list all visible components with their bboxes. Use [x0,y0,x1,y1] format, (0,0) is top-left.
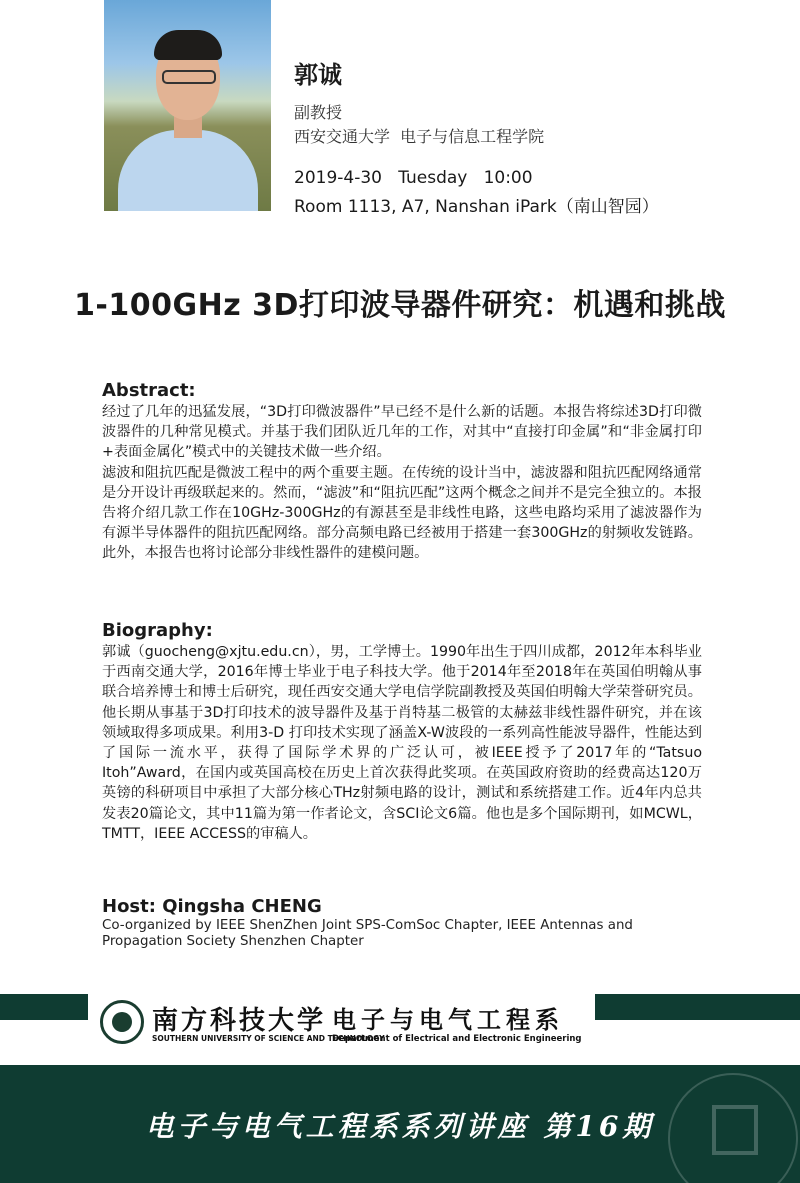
university-logo-icon [100,1000,144,1044]
abstract-section [102,380,702,564]
photo-glasses [162,70,216,84]
host-label: Host: Qingsha CHENG [102,896,322,917]
talk-title: 1-100GHz 3D打印波导器件研究：机遇和挑战 [74,288,726,323]
event-room: Room 1113, A7, Nanshan iPark（南山智园） [294,197,659,217]
speaker-photo [104,0,271,211]
speaker-name: 郭诚 [294,61,342,89]
footer-series-band [0,1065,800,1183]
photo-hair [154,30,222,60]
photo-shirt [118,130,258,211]
abstract-paragraph-2: 滤波和阻抗匹配是微波工程中的两个重要主题。在传统的设计当中，滤波器和阻抗匹配网络通常是分开设计再级联起来的。然而，“滤波”和“阻抗匹配”这两个概念之间并不是完全独立的。本报告将介绍几款工作在10GHz-300GHz的有源甚至是非线性电路，这些电路均采用了滤波器作为有源半导体器件的阻抗匹配网络。部分高频电路已经被用于搭建一套300GHz的射频收发链路。此外，本报告也将讨论部分非线性器件的建模问题。 [102,464,702,562]
logo-inner-mark [112,1012,132,1032]
series-title: 电子与电气工程系系列讲座 第16期 [145,1110,655,1143]
footer-stripe-left [0,994,88,1020]
host-section [102,896,702,950]
abstract-heading: Abstract: [102,380,196,401]
coorganizer-text: Co-organized by IEEE ShenZhen Joint SPS-ComSoc Chapter, IEEE Antennas and Propagation Society Shenzhen Chapter [102,918,633,949]
biography-section [102,620,702,844]
footer-stripe-right [595,994,800,1020]
biography-text: 郭诚（guocheng@xjtu.edu.cn），男，工学博士。1990年出生于四川成都，2012年本科毕业于西南交通大学，2016年博士毕业于电子科技大学。他于2014年至2018年在英国伯明翰从事联合培养博士和博士后研究，现任西安交通大学电信学院副教授及英国伯明翰大学荣誉研究员。他长期从事基于3D打印技术的波导器件及基于肖特基二极管的太赫兹非线性器件研究，并在该领域取得多项成果。利用3-D 打印技术实现了涵盖X-W波段的一系列高性能波导器件，性能达到了国际一流水平，获得了国际学术界的广泛认可，被IEEE授予了2017年的“Tatsuo Itoh”Award，在国内或英国高校在历史上首次获得此奖项。在英国政府资助的经费高达120万英镑的科研项目中承担了大部分核心THz射频电路的设计，测试和系统搭建工作。近4年内总共发表20篇论文，其中11篇为第一作者论文，含SCI论文6篇。他也是多个国际期刊，如MCWL，TMTT，IEEE ACCESS的审稿人。 [102,644,702,842]
event-datetime: 2019-4-30 Tuesday 10:00 [294,168,533,188]
biography-heading: Biography: [102,620,213,641]
department-name-cn: 电子与电气工程系 [332,1005,564,1034]
university-name-en: SOUTHERN UNIVERSITY OF SCIENCE AND TECHNOLOGY [152,1034,385,1043]
speaker-title: 副教授 [294,103,343,122]
university-name-cn: 南方科技大学 [152,1006,327,1036]
department-name-en: Department of Electrical and Electronic Engineering [332,1034,582,1044]
abstract-paragraph-1: 经过了几年的迅猛发展，“3D打印微波器件”早已经不是什么新的话题。本报告将综述3D打印微波器件的几种常见模式。并基于我们团队近几年的工作，对其中“直接打印金属”和“非金属打印+表面金属化”模式中的关键技术做一些介绍。 [102,404,702,461]
footer-logo-band [0,992,800,1070]
speaker-affiliation: 西安交通大学 电子与信息工程学院 [294,127,545,146]
